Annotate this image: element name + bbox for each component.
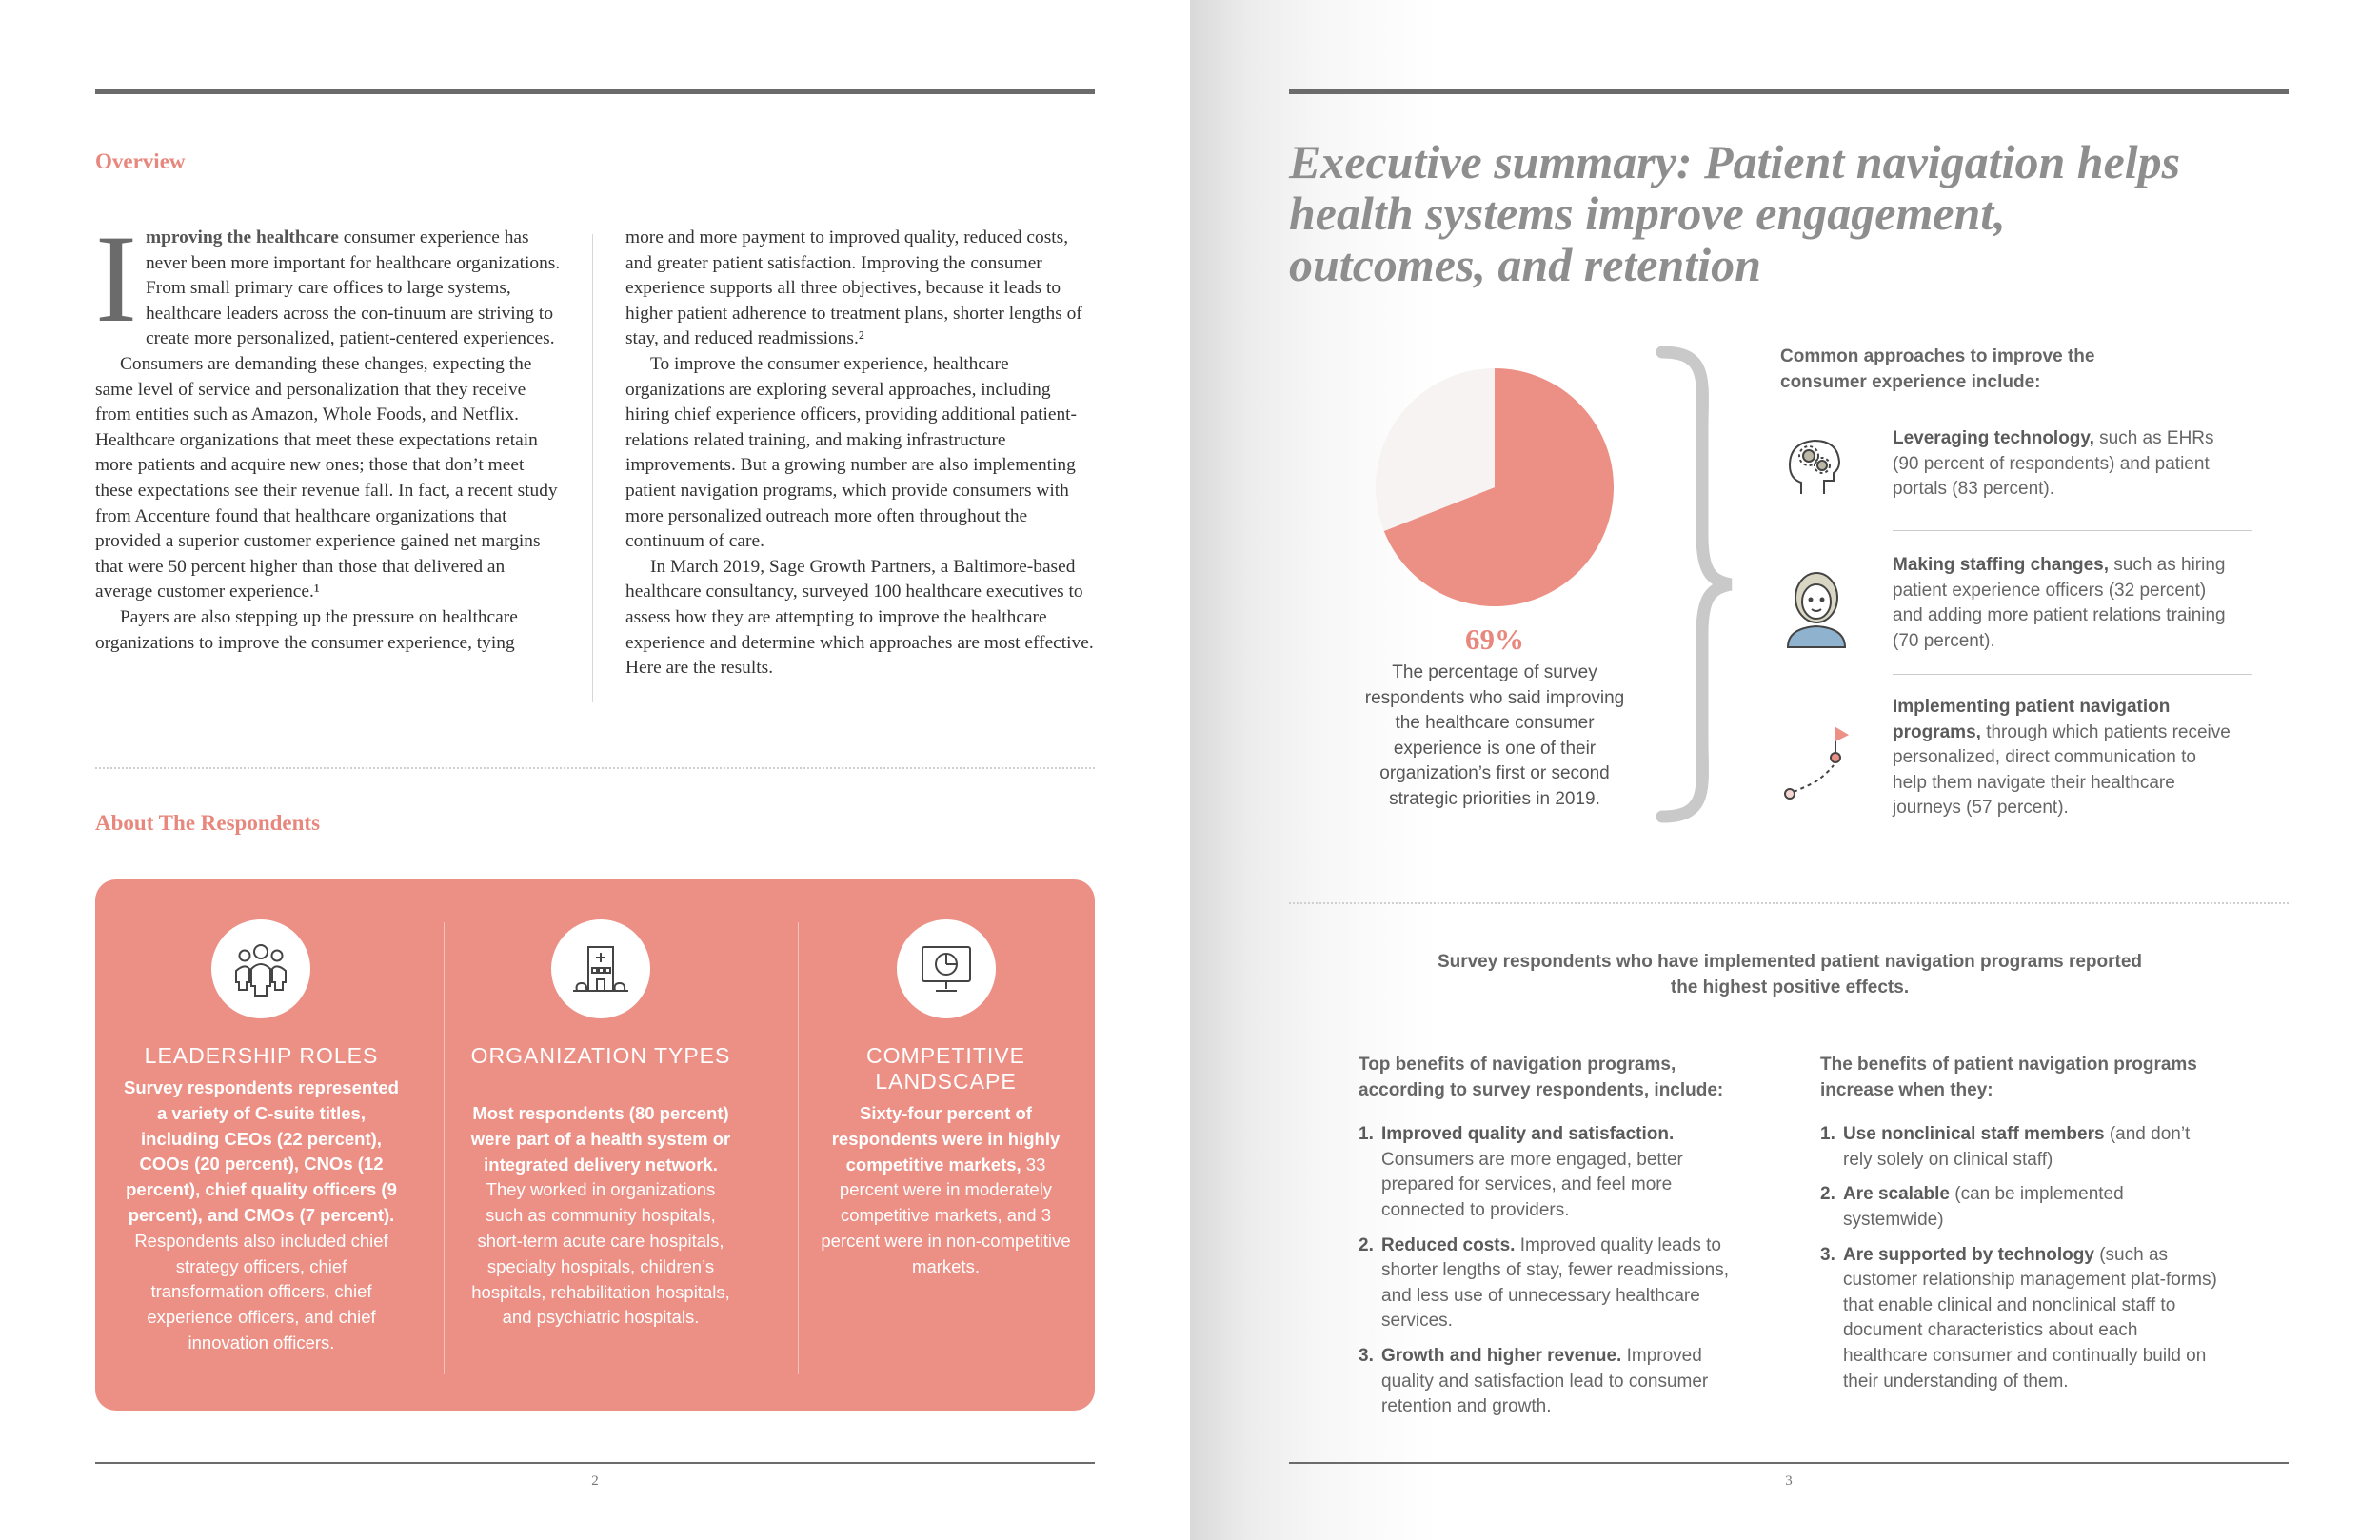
benefit-item — [1359, 1344, 1758, 1420]
hospital-icon — [551, 919, 650, 1018]
benefits-title: Top benefits of navigation programs, according to survey respondents, include: — [1359, 1055, 1724, 1100]
increase-column — [1820, 1053, 2220, 1404]
benefit-bold: Growth and higher revenue. — [1381, 1345, 1622, 1366]
benefit-bold: Improved quality and satisfaction. — [1381, 1124, 1675, 1145]
paragraph: To improve the consumer experience, healthcare organizations are exploring several approaches, including hiring chief experience officers, providing additional patient-relations related training, and making infrastructure improvements. But a growing number are also implementing patient navigation programs, which provide consumers with more personalized outreach more often throughout the continuum of care. — [625, 353, 1078, 552]
respondent-competitive-landscape — [821, 879, 1071, 1411]
page-number: 2 — [591, 1473, 599, 1489]
benefit-text: Improved quality leads to shorter lengths of stay, fewer readmissions, and less use of unnecessary healthcare services. — [1381, 1234, 1730, 1332]
bottom-rule — [1289, 1462, 2289, 1464]
approach-item — [1893, 695, 2235, 821]
pie-percentage: 69% — [1465, 622, 1524, 656]
survey-heading: Survey respondents who have implemented patient navigation programs reported the highest positive effects. — [1437, 952, 2143, 997]
lead-in-text: consumer experience has never been more important for healthcare organizations. From small primary care offices to large systems, healthcare leaders across the con-tinuum are striving to create more personalized, patient-centered experiences. — [145, 227, 561, 349]
respondents-title: About The Respondents — [95, 811, 321, 835]
paragraph: Payers are also stepping up the pressure on healthcare organizations to improve the consumer experience, tying — [95, 606, 518, 653]
people-icon — [211, 919, 310, 1018]
headline: Executive summary: Patient navigation helps health systems improve engagement, outcomes, and retention — [1289, 135, 2181, 291]
column-divider — [798, 922, 799, 1374]
bottom-rule — [95, 1462, 1095, 1464]
right-page — [1190, 0, 2380, 1540]
increase-text: (can be implemented systemwide) — [1843, 1184, 2124, 1230]
brain-gears-icon — [1776, 424, 1862, 509]
benefit-text: Improved quality and satisfaction lead to consumer retention and growth. — [1381, 1345, 1709, 1417]
respondent-body — [122, 1076, 401, 1356]
respondent-body-bold: Survey respondents represented a variety of C-suite titles, including CEOs (22 percent), COOs (20 percent), CNOs (12 percent), chief quality officers (9 percent), and CMOs (7 percent). — [124, 1077, 399, 1225]
path-flag-icon — [1780, 723, 1856, 809]
pie-chart — [1374, 366, 1616, 608]
column-divider — [592, 234, 593, 702]
benefit-item — [1359, 1122, 1758, 1223]
list-number: 2. — [1820, 1184, 1835, 1205]
increase-bold: Use nonclinical staff members — [1843, 1124, 2105, 1145]
respondent-title: COMPETITIVE LANDSCAPE — [866, 1043, 1025, 1094]
list-number: 1. — [1359, 1124, 1374, 1145]
respondents-panel — [95, 879, 1095, 1411]
respondent-body — [821, 1101, 1071, 1280]
increase-item — [1820, 1122, 2220, 1173]
dotted-divider — [95, 767, 1095, 769]
respondent-organization-types — [466, 879, 736, 1411]
approach-divider — [1893, 674, 2252, 675]
benefits-list — [1359, 1122, 1758, 1420]
drop-cap: I — [95, 208, 137, 348]
top-rule — [95, 89, 1095, 94]
page-number: 3 — [1785, 1473, 1793, 1489]
respondent-title: ORGANIZATION TYPES — [470, 1043, 731, 1068]
paragraph: Consumers are demanding these changes, expecting the same level of service and personalization that they receive from entities such as Amazon, Whole Foods, and Netflix. Healthcare organizations that meet these expectations retain more patients and acquire new ones; those that don’t meet these expectations see their revenue fall. In fact, a recent study from Accenture found that healthcare organizations that provided a superior customer experience gained net margins that were 50 percent higher than those that delivered an average customer experience.¹ — [95, 353, 558, 602]
approach-bold: Making staffing changes, — [1893, 555, 2109, 575]
top-rule — [1289, 89, 2289, 94]
list-number: 1. — [1820, 1124, 1835, 1145]
respondent-body — [466, 1101, 736, 1331]
paragraph: In March 2019, Sage Growth Partners, a Baltimore-based healthcare consultancy, surveyed 100 healthcare executives to assess how they are attempting to improve the healthcare experience and determine which approaches are most effective. Here are the results. — [625, 556, 1094, 679]
approach-text: such as EHRs (90 percent of respondents) and patient portals (83 percent). — [1893, 428, 2214, 500]
overview-title: Overview — [95, 149, 186, 173]
respondent-body-text: Respondents also included chief strategy officers, chief transformation officers, chief experience officers, and chief innovation officers. — [134, 1230, 388, 1352]
increase-bold: Are supported by technology — [1843, 1244, 2094, 1265]
respondent-leadership-roles — [122, 879, 401, 1411]
list-number: 3. — [1359, 1345, 1374, 1366]
increase-item — [1820, 1182, 2220, 1233]
list-number: 2. — [1359, 1234, 1374, 1255]
approaches-title: Common approaches to improve the consumer experience include: — [1780, 346, 2095, 392]
list-number: 3. — [1820, 1244, 1835, 1265]
respondent-title: LEADERSHIP ROLES — [144, 1043, 379, 1068]
approach-text: such as hiring patient experience officers (32 percent) and adding more patient relations training (70 percent). — [1893, 555, 2226, 651]
increase-text: (and don’t rely solely on clinical staff) — [1843, 1124, 2191, 1170]
respondent-body-text: They worked in organizations such as community hospitals, short-term acute care hospitals, specialty hospitals, children’s hospitals, rehabilitation hospitals, and psychiatric hospitals. — [471, 1179, 730, 1328]
benefit-text: Consumers are more engaged, better prepared for services, and feel more connected to providers. — [1381, 1149, 1683, 1220]
respondent-body-text: 33 percent were in moderately competitive markets, and 3 percent were in non-competitive markets. — [821, 1154, 1071, 1276]
respondent-body-bold: Sixty-four percent of respondents were in highly competitive markets, — [831, 1103, 1061, 1175]
increase-item — [1820, 1243, 2220, 1395]
benefits-column — [1359, 1053, 1758, 1430]
column-divider — [444, 922, 445, 1374]
lead-in-bold: mproving the healthcare — [145, 227, 339, 247]
approach-bold: Implementing patient navigation programs, — [1893, 697, 2171, 742]
approach-text: through which patients receive personalized, direct communication to help them navigate their healthcare journeys (57 percent). — [1893, 721, 2231, 819]
increase-title: The benefits of patient navigation programs increase when they: — [1820, 1055, 2197, 1100]
approach-bold: Leveraging technology, — [1893, 428, 2094, 448]
approach-item — [1893, 426, 2235, 503]
chart-monitor-icon — [897, 919, 996, 1018]
overview-column-1 — [95, 208, 564, 656]
paragraph: more and more payment to improved quality, reduced costs, and greater patient satisfaction. Improving the consumer experience supports all three objectives, because it leads to higher patient adherence to treatment plans, shorter lengths of stay, and reduced readmissions.² — [625, 227, 1082, 349]
benefit-item — [1359, 1234, 1758, 1334]
dotted-divider — [1289, 902, 2289, 904]
respondent-body-bold: Most respondents (80 percent) were part of a health system or integrated delivery network. — [470, 1103, 731, 1175]
brace-icon — [1643, 345, 1738, 828]
increase-text: (such as customer relationship management plat-forms) that enable clinical and nonclinical staff to document characteristics about each healthcare consumer and continually build on their understanding of them. — [1843, 1244, 2217, 1392]
person-icon — [1780, 565, 1856, 651]
pie-caption: The percentage of survey respondents who said improving the healthcare consumer experience is one of their organization’s first or second strategic priorities in 2019. — [1364, 662, 1625, 809]
increase-bold: Are scalable — [1843, 1184, 1950, 1205]
benefit-bold: Reduced costs. — [1381, 1234, 1516, 1255]
overview-column-2 — [625, 226, 1095, 681]
approach-divider — [1893, 530, 2252, 531]
approach-item — [1893, 553, 2235, 654]
increase-list — [1820, 1122, 2220, 1394]
